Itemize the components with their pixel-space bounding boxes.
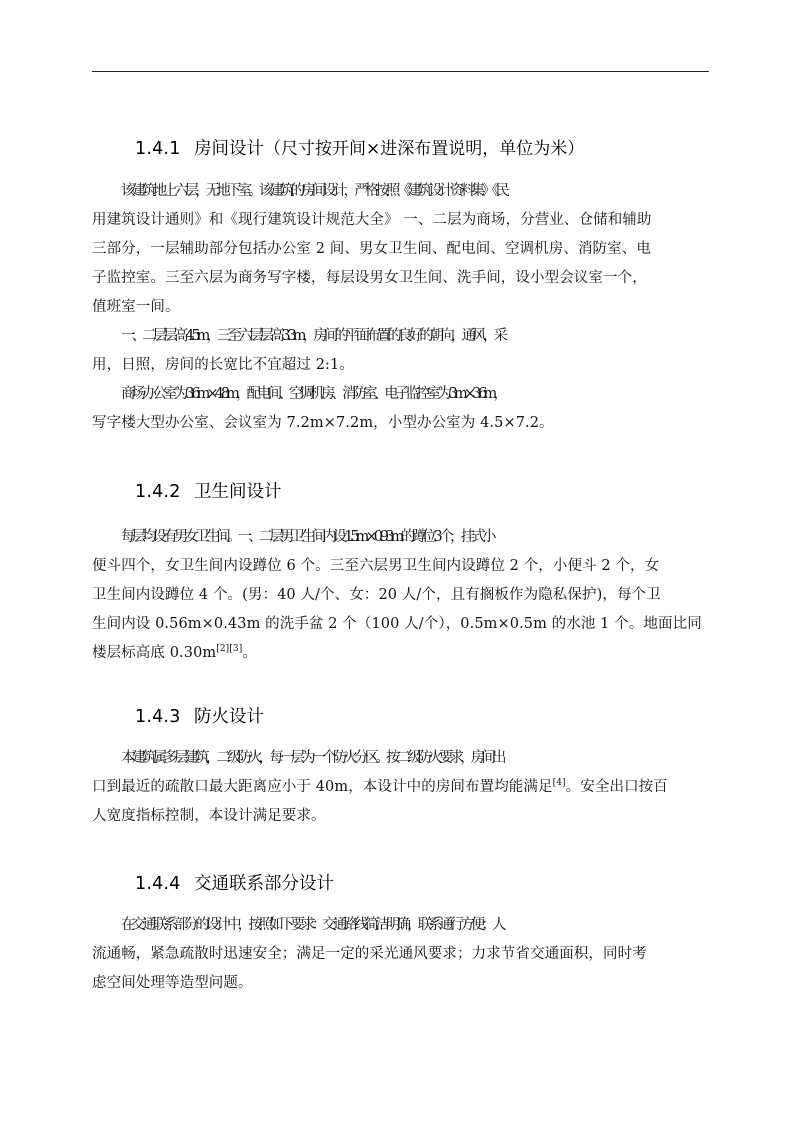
- text-line: 虑空间处理等造型问题。: [92, 975, 253, 991]
- section-number: 1.4.3: [135, 707, 181, 727]
- text-line: 便斗四个，女卫生间内设蹲位 6 个。三至六层男卫生间内设蹲位 2 个，小便斗 2 个，女: [92, 558, 660, 574]
- text-line: 人宽度指标控制，本设计满足要求。: [92, 808, 326, 824]
- section-title: 卫生间设计: [194, 482, 282, 502]
- section-body: [92, 177, 709, 438]
- text-line: 卫生间内设蹲位 4 个。(男：40 人/个、女：20 人/个，且有搁板作为隐私保护)，每个卫: [92, 587, 661, 603]
- text-line: 用，日照，房间的长宽比不宜超过 2:1。: [92, 357, 354, 373]
- section-title: 交通联系部分设计: [194, 874, 334, 894]
- text-line: 用建筑设计通则》和《现行建筑设计规范大全》 一、二层为商场，分营业、仓储和辅助: [92, 212, 652, 228]
- citation-ref: [4]: [552, 778, 566, 789]
- paragraph: [92, 911, 709, 998]
- section-heading: [92, 872, 709, 896]
- text-run: 口到最近的疏散口最大距离应小于 40m，本设计中的房间布置均能满足: [92, 779, 553, 795]
- text-line: 三部分，一层辅助部分包括办公室 2 间、男女卫生间、配电间、空调机房、消防室、电: [92, 241, 651, 257]
- section-body: [92, 911, 709, 998]
- text-line: 本建筑属多层建筑，二级防火，每一层为一个防火分区。按二级防火要求，房间出: [121, 750, 503, 766]
- section-subtitle: （尺寸按开间×进深布置说明，单位为米）: [264, 139, 585, 159]
- section-restroom-design: [92, 480, 709, 668]
- text-line: 流通畅，紧急疏散时迅速安全；满足一定的采光通风要求；力求节省交通面积，同时考: [92, 946, 647, 962]
- section-heading: [92, 705, 709, 729]
- section-title: 防火设计: [194, 707, 264, 727]
- text-run: 。: [242, 645, 257, 661]
- text-line: 值班室一间。: [92, 299, 180, 315]
- paragraph: [92, 523, 709, 668]
- section-room-design: [92, 137, 709, 438]
- section-title: 房间设计: [194, 139, 264, 159]
- paragraph: [92, 744, 709, 831]
- section-number: 1.4.4: [135, 874, 181, 894]
- text-line: 生间内设 0.56m×0.43m 的洗手盆 2 个（100 人/个），0.5m×0.5m 的水池 1 个。地面比同: [92, 616, 702, 632]
- text-line: 子监控室。三至六层为商务写字楼，每层设男女卫生间、洗手间，设小型会议室一个，: [92, 270, 647, 286]
- text-line: 商场办公室为 3.6m×4.8m，配电间、空调机房、消防室、电子监控室为 3m×3.6m，: [121, 386, 504, 402]
- section-circulation-design: [92, 872, 709, 998]
- section-heading: [92, 480, 709, 504]
- paragraph: [92, 380, 709, 438]
- text-line: 一、二层层高 4.5m，三至六层层高 3.3m，房间的平面布置的良好的朝向，通风，采: [121, 328, 505, 344]
- text-run: 。安全出口按百: [565, 779, 668, 795]
- text-line: 写字楼大型办公室、会议室为 7.2m×7.2m，小型办公室为 4.5×7.2。: [92, 415, 554, 431]
- section-heading: [92, 137, 709, 161]
- text-line: 每层均设有男女卫生间。一、二层男卫生间内设 1.5m×0.93m 的蹲位 3 个，挂式小: [121, 529, 493, 545]
- section-number: 1.4.2: [135, 482, 181, 502]
- citation-ref: [2][3]: [216, 644, 243, 655]
- text-line: [92, 639, 709, 668]
- section-body: [92, 523, 709, 668]
- text-run: 楼层标高底 0.30m: [92, 645, 217, 661]
- text-line: 在交通联系部分的设计中，按照如下要求：交通路线简洁明确，联系通行方便；人: [121, 917, 503, 933]
- text-line: [92, 773, 709, 802]
- paragraph: [92, 177, 709, 322]
- paragraph: [92, 322, 709, 380]
- header-rule: [92, 71, 709, 72]
- section-fire-design: [92, 705, 709, 831]
- text-line: 该建筑地上六层，无地下室。该建筑的房间设计，严格按照《建筑设计资料集》《民: [121, 183, 506, 199]
- section-number: 1.4.1: [135, 139, 181, 159]
- section-body: [92, 744, 709, 831]
